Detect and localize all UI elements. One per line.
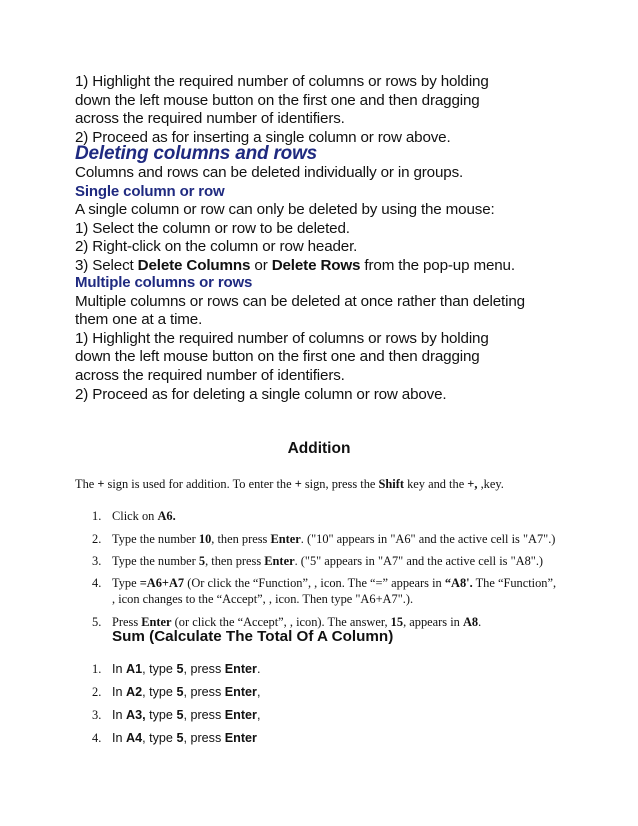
step-number: 4. bbox=[92, 576, 102, 590]
value-text: 10 bbox=[198, 532, 212, 546]
text-run: . bbox=[256, 662, 261, 676]
enter-key-label: Enter bbox=[141, 615, 172, 629]
text-run: 3) Select bbox=[75, 256, 138, 274]
text-line: Multiple columns or rows can be deleted at once rather than deleting bbox=[75, 292, 525, 310]
text-run: Click on bbox=[112, 509, 158, 523]
text-run: , appears in bbox=[403, 615, 463, 629]
text-run: type bbox=[145, 708, 177, 722]
sum-step bbox=[75, 730, 575, 753]
addition-step bbox=[75, 553, 612, 569]
addition-title: Addition bbox=[287, 440, 351, 457]
shift-key-label: Shift bbox=[378, 477, 404, 491]
step-number: 3. bbox=[92, 708, 102, 722]
deleting-intro: Columns and rows can be deleted individually or in groups. bbox=[75, 164, 464, 181]
text-run: sign, press the bbox=[301, 477, 379, 491]
text-run: The bbox=[75, 477, 98, 491]
text-run: , type bbox=[142, 685, 177, 699]
text-run: In bbox=[112, 731, 127, 745]
text-run: The “Function”, bbox=[472, 576, 557, 590]
step-number: 2. bbox=[92, 532, 102, 546]
value-text: 15 bbox=[390, 615, 404, 629]
text-line: them one at a time. bbox=[75, 311, 203, 329]
sum-steps bbox=[75, 661, 575, 753]
enter-key-label: Enter bbox=[270, 532, 301, 546]
text-run: Type the number bbox=[112, 532, 199, 546]
sum-title: Sum (Calculate The Total Of A Column) bbox=[112, 628, 394, 645]
value-text: 5 bbox=[198, 554, 206, 568]
delete-rows-label: Delete Rows bbox=[271, 256, 361, 274]
text-line: 1) Highlight the required number of columns or rows by holding bbox=[75, 329, 489, 347]
value-text: 5 bbox=[176, 708, 184, 722]
multiple-section bbox=[75, 274, 595, 404]
single-intro: A single column or row can only be deleted by using the mouse: bbox=[75, 201, 495, 219]
step-number: 2. bbox=[92, 685, 102, 699]
single-step-1: 1) Select the column or row to be deleted. bbox=[75, 219, 350, 237]
text-run: . ("10" appears in "A6" and the active cell is "A7".) bbox=[300, 532, 556, 546]
cell-ref: A1 bbox=[126, 662, 143, 676]
step-number: 1. bbox=[92, 662, 102, 676]
text-line: across the required number of identifiers. bbox=[75, 366, 345, 384]
enter-key-label: Enter bbox=[264, 554, 295, 568]
text-run: . ("5" appears in "A7" and the active cell is "A8".) bbox=[294, 554, 544, 568]
step-number: 5. bbox=[92, 615, 102, 629]
text-line: down the left mouse button on the first one and then dragging bbox=[75, 348, 480, 366]
text-run: , then press bbox=[211, 532, 271, 546]
text-run: (Or click the “Function”, , icon. The “=” appears in bbox=[184, 576, 445, 590]
addition-intro bbox=[75, 476, 504, 492]
deleting-heading: Deleting columns and rows bbox=[75, 143, 318, 164]
text-line: down the left mouse button on the first one and then dragging bbox=[75, 91, 480, 109]
text-run: sign is used for addition. To enter the bbox=[104, 477, 295, 491]
text-run: , press bbox=[183, 731, 225, 745]
text-line: 2) Proceed as for deleting a single column or row above. bbox=[75, 385, 447, 403]
text-run: Type the number bbox=[112, 554, 199, 568]
value-text: 5 bbox=[176, 731, 184, 745]
single-heading: Single column or row bbox=[75, 182, 225, 200]
enter-key-label: Enter bbox=[224, 731, 257, 745]
text-run: In bbox=[112, 662, 127, 676]
cell-ref: “A8'. bbox=[444, 576, 473, 590]
enter-key-label: Enter bbox=[224, 685, 257, 699]
deleting-section bbox=[75, 164, 595, 276]
single-step-2: 2) Right-click on the column or row header. bbox=[75, 238, 358, 256]
multiple-heading: Multiple columns or rows bbox=[75, 274, 253, 291]
cell-ref: A6. bbox=[157, 509, 176, 523]
step-number: 3. bbox=[92, 554, 102, 568]
text-run: In bbox=[112, 685, 127, 699]
single-step-3 bbox=[75, 257, 595, 276]
text-run: , press bbox=[183, 685, 225, 699]
text-run: , then press bbox=[205, 554, 265, 568]
addition-step bbox=[75, 575, 612, 607]
value-text: 5 bbox=[176, 685, 184, 699]
cell-ref: A4 bbox=[126, 731, 143, 745]
cell-ref: A2 bbox=[126, 685, 143, 699]
text-run: , icon changes to the “Accept”, , icon. Then type "A6+A7".). bbox=[112, 592, 414, 606]
text-run: , press bbox=[183, 662, 225, 676]
sum-step bbox=[75, 661, 575, 684]
text-run: (or click the “Accept”, , icon). The answer, bbox=[171, 615, 391, 629]
text-run: ,key. bbox=[477, 477, 504, 491]
cell-ref: A8 bbox=[462, 615, 479, 629]
text-run: Press bbox=[112, 615, 142, 629]
addition-step bbox=[75, 508, 612, 524]
text-run: . bbox=[478, 615, 482, 629]
text-line: 2) Proceed as for inserting a single column or row above. bbox=[75, 128, 451, 146]
text-run: Type bbox=[112, 576, 140, 590]
text-run: , press bbox=[183, 708, 225, 722]
text-run: key and the bbox=[403, 477, 468, 491]
text-run: + bbox=[294, 477, 302, 491]
step-number: 1. bbox=[92, 509, 102, 523]
text-run: from the pop-up menu. bbox=[360, 256, 515, 274]
insert-multiple-paragraph bbox=[75, 73, 595, 147]
sum-step bbox=[75, 707, 575, 730]
text-run: , bbox=[256, 708, 261, 722]
addition-step bbox=[75, 531, 612, 547]
delete-columns-label: Delete Columns bbox=[137, 256, 251, 274]
text-run: , type bbox=[142, 662, 177, 676]
text-run: , type bbox=[142, 731, 177, 745]
enter-key-label: Enter bbox=[224, 708, 257, 722]
cell-ref: A3, bbox=[126, 708, 146, 722]
text-line: across the required number of identifiers. bbox=[75, 110, 345, 128]
text-run: In bbox=[112, 708, 127, 722]
plus-key-label: +, bbox=[467, 477, 478, 491]
enter-key-label: Enter bbox=[224, 662, 257, 676]
value-text: 5 bbox=[176, 662, 184, 676]
text-run: or bbox=[250, 256, 272, 274]
formula-text: =A6+A7 bbox=[139, 576, 185, 590]
sum-step bbox=[75, 684, 575, 707]
step-number: 4. bbox=[92, 731, 102, 745]
text-run: + bbox=[97, 477, 105, 491]
text-line: 1) Highlight the required number of columns or rows by holding bbox=[75, 73, 489, 90]
text-run: , bbox=[256, 685, 261, 699]
